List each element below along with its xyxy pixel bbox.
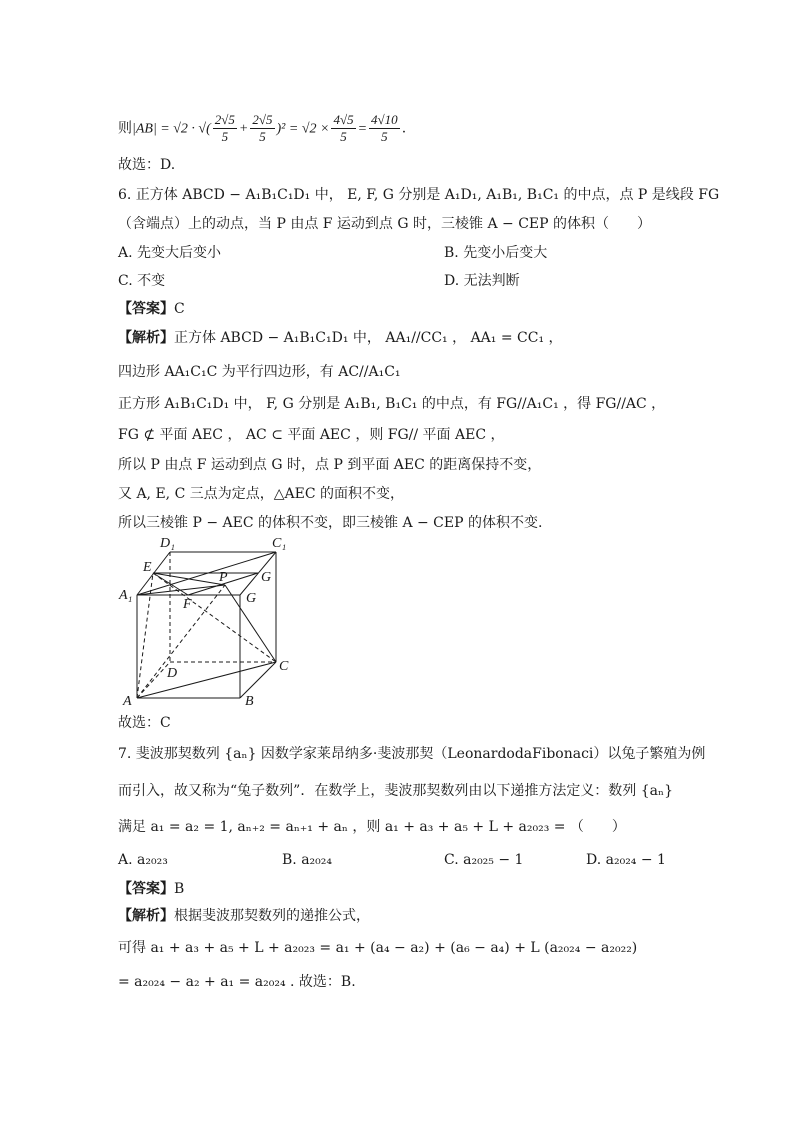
ab-formula-line [118, 112, 406, 145]
ab-prefix: 则 [118, 120, 132, 137]
q6-line2: （含端点）上的动点，当 P 由点 F 运动到点 G 时，三棱锥 A − CEP 的体积（ ） [118, 216, 652, 232]
label-c1: C₁ [272, 536, 287, 551]
q7-answer-tag: 【答案】 [118, 881, 174, 897]
q6-choose: 故选：C [118, 715, 171, 731]
q6-analysis-1 [118, 328, 563, 348]
frac-3-num: 4√5 [333, 112, 354, 127]
seg-e-p [153, 573, 225, 585]
frac-2-den: 5 [259, 129, 266, 144]
frac-4-den: 5 [381, 129, 388, 144]
label-g: G [246, 591, 257, 606]
ab-eq: = [357, 121, 368, 137]
q6-answer-value: C [174, 301, 185, 317]
q7-option-c: C. a₂₀₂₅ − 1 [444, 852, 524, 868]
seg-a-p [137, 585, 225, 698]
cube-figure [110, 535, 310, 710]
frac-2 [250, 112, 274, 145]
ab-formula-left: |AB| = √2 · √( [132, 121, 211, 137]
q6-option-b: B. 先变小后变大 [444, 245, 548, 261]
frac-4 [369, 112, 400, 145]
label-e: E [143, 560, 152, 575]
frac-4-num: 4√10 [371, 112, 398, 127]
label-p: P [219, 570, 228, 585]
q6-analysis-2: 四边形 AA₁C₁C 为平行四边形，有 AC//A₁C₁ [118, 364, 401, 380]
q7-option-a: A. a₂₀₂₃ [118, 852, 168, 868]
q7-analysis-1 [118, 906, 370, 926]
q6-analysis-6: 又 A, E, C 三点为定点，△AEC 的面积不变， [118, 486, 405, 502]
label-a1: A₁ [119, 588, 133, 603]
ab-square: )² = √2 × [276, 121, 330, 137]
q6-line1: 6. 正方体 ABCD − A₁B₁C₁D₁ 中， E, F, G 分别是 A₁D₁, A₁B₁, B₁C₁ 的中点，点 P 是线段 FG [118, 187, 720, 203]
ab-end: . [401, 120, 407, 137]
label-d1: D₁ [160, 536, 175, 551]
q7-analysis-tag: 【解析】 [118, 908, 174, 924]
frac-3-den: 5 [340, 129, 347, 144]
frac-2-num: 2√5 [252, 112, 273, 127]
frac-1 [213, 112, 237, 145]
seg-a-c [137, 662, 276, 698]
frac-3 [331, 112, 355, 145]
q7-analysis-2: 可得 a₁ + a₃ + a₅ + L + a₂₀₂₃ = a₁ + (a₄ − a₂) + (a₆ − a₄) + L (a₂₀₂₄ − a₂₀₂₂) [118, 940, 638, 956]
label-a: A [123, 694, 132, 709]
q7-option-b: B. a₂₀₂₄ [282, 852, 332, 868]
frac-1-num: 2√5 [214, 112, 235, 127]
q7-answer-value: B [174, 881, 185, 897]
q7-answer [118, 879, 184, 899]
q7-line1: 7. 斐波那契数列 {aₙ} 因数学家莱昂纳多·斐波那契（LeonardodaFibonaci）以兔子繁殖为例 [118, 746, 706, 762]
ab-plus: + [238, 121, 249, 137]
label-b: B [245, 694, 254, 709]
q6-option-c: C. 不变 [118, 273, 166, 289]
q6-option-d: D. 无法判断 [444, 273, 520, 289]
q6-analysis-3: 正方形 A₁B₁C₁D₁ 中， F, G 分别是 A₁B₁, B₁C₁ 的中点，有 FG//A₁C₁ ，得 FG//AC ， [118, 396, 666, 412]
q7-analysis-text-1: 根据斐波那契数列的递推公式， [174, 908, 370, 924]
q7-line2: 而引入，故又称为“兔子数列”．在数学上，斐波那契数列由以下递推方法定义：数列 {aₙ} [118, 783, 673, 799]
label-c: C [279, 659, 289, 674]
q7-option-d: D. a₂₀₂₄ − 1 [586, 852, 666, 868]
edge-b-c [240, 662, 276, 698]
label-f: F [183, 597, 192, 612]
q7-line3: 满足 a₁ = a₂ = 1, aₙ₊₂ = aₙ₊₁ + aₙ ，则 a₁ + a₃ + a₅ + L + a₂₀₂₃ = （ ） [118, 819, 626, 835]
q6-analysis-7: 所以三棱锥 P − AEC 的体积不变，即三棱锥 A − CEP 的体积不变. [118, 515, 543, 531]
q6-analysis-tag: 【解析】 [118, 330, 174, 346]
q6-analysis-5: 所以 P 由点 F 运动到点 G 时，点 P 到平面 AEC 的距离保持不变， [118, 457, 542, 473]
q7-analysis-3: = a₂₀₂₄ − a₂ + a₁ = a₂₀₂₄ . 故选：B. [118, 974, 356, 990]
q6-answer-tag: 【答案】 [118, 301, 174, 317]
q6-answer [118, 299, 185, 319]
q6-option-a: A. 先变大后变小 [118, 245, 222, 261]
label-g-top: G [261, 570, 272, 585]
label-d: D [167, 666, 178, 681]
edge-a-d [137, 662, 170, 698]
q6-analysis-text-1: 正方体 ABCD − A₁B₁C₁D₁ 中， AA₁//CC₁ ， AA₁ = CC₁ ， [174, 330, 563, 346]
q6-analysis-4: FG ⊄ 平面 AEC ， AC ⊂ 平面 AEC ，则 FG// 平面 AEC ， [118, 427, 505, 443]
choose-d: 故选：D. [118, 157, 176, 173]
frac-1-den: 5 [221, 129, 229, 144]
